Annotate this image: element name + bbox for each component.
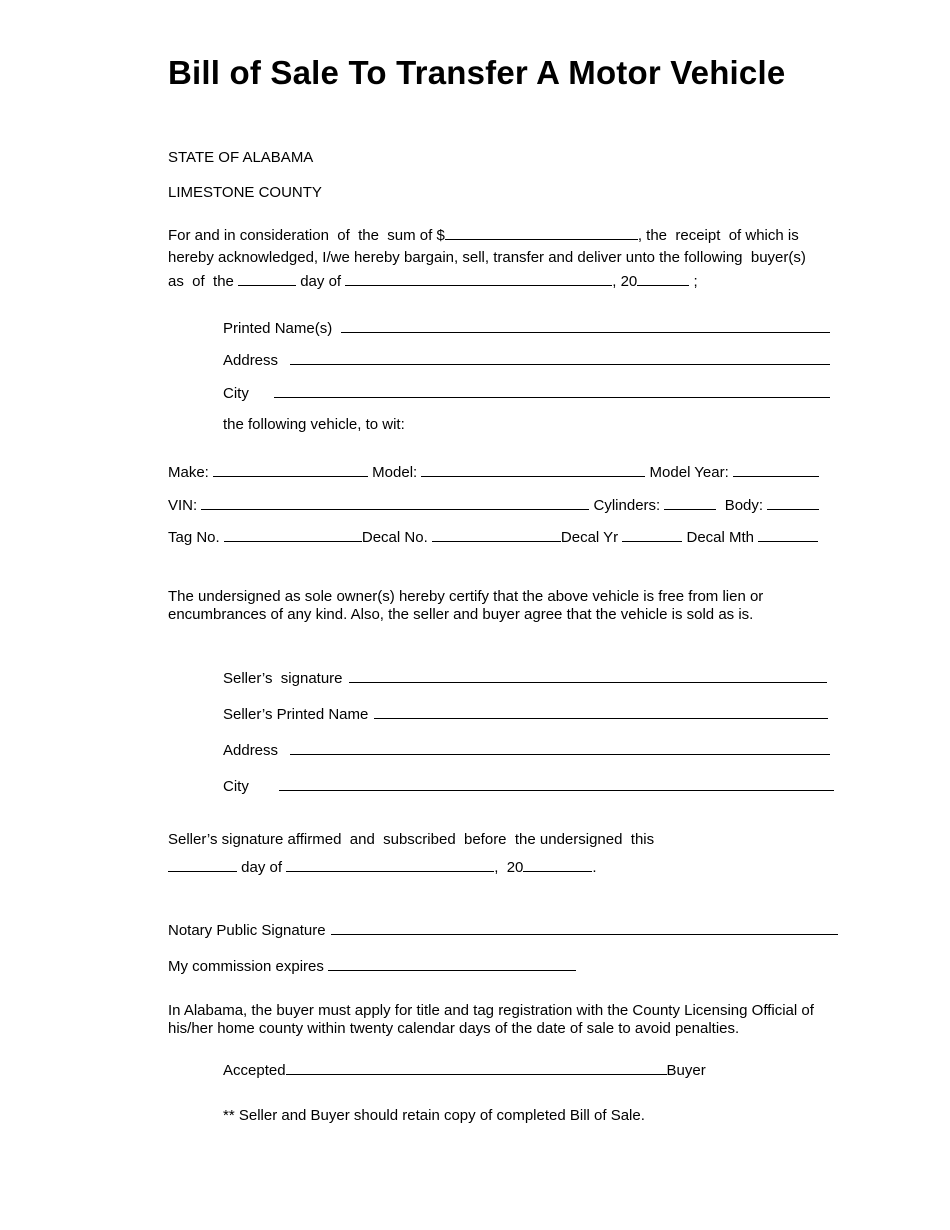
notary-signature-field[interactable]	[331, 921, 838, 935]
sale-day-field[interactable]	[238, 272, 296, 286]
body-field[interactable]	[767, 496, 819, 510]
decal-yr-field[interactable]	[622, 528, 682, 542]
buyer-city-row: City	[223, 384, 830, 403]
commission-row: My commission expires	[168, 957, 576, 976]
affirmed-day-field[interactable]	[168, 858, 237, 872]
seller-signature-row: Seller’s signature	[223, 669, 827, 688]
affirmed-year-field[interactable]	[523, 858, 592, 872]
commission-expires-field[interactable]	[328, 957, 576, 971]
seller-city-row: City	[223, 777, 834, 796]
registration-notice: In Alabama, the buyer must apply for title and tag registration with the County Licensing Official of his/her home county within twenty calendar days of the date of sale to avoid penalties.	[168, 1002, 814, 1037]
consideration-line-2: hereby acknowledged, I/we hereby bargain, sell, transfer and deliver unto the following buyer(s)	[168, 249, 806, 266]
consideration-line-3: as of the day of , 20 ;	[168, 273, 698, 290]
affirmed-month-field[interactable]	[286, 858, 494, 872]
decal-no-field[interactable]	[432, 528, 561, 542]
notary-signature-row: Notary Public Signature	[168, 921, 838, 940]
seller-city-field[interactable]	[279, 777, 834, 791]
vehicle-make-row: Make: Model: Model Year:	[168, 463, 819, 482]
accepted-row: Accepted Buyer	[223, 1062, 706, 1079]
state-heading: STATE OF ALABAMA	[168, 149, 314, 166]
affirmed-line-2: day of , 20 .	[168, 858, 597, 877]
seller-printed-name-row: Seller’s Printed Name	[223, 705, 828, 724]
buyer-printed-name-row: Printed Name(s)	[223, 319, 830, 338]
tag-no-field[interactable]	[224, 528, 362, 542]
seller-printed-name-field[interactable]	[374, 705, 828, 719]
buyer-city-field[interactable]	[274, 384, 830, 398]
certify-paragraph: The undersigned as sole owner(s) hereby certify that the above vehicle is free from lien or encumbrances of any kind. Also, the seller and buyer agree that the vehicle is sold as is.	[168, 588, 764, 623]
accepted-buyer-field[interactable]	[286, 1061, 667, 1075]
vehicle-tag-row: Tag No. Decal No. Decal Yr Decal Mth	[168, 528, 818, 547]
buyer-printed-name-field[interactable]	[341, 319, 830, 333]
buyer-address-field[interactable]	[290, 351, 830, 365]
cylinders-field[interactable]	[664, 496, 716, 510]
retain-copy-footnote: ** Seller and Buyer should retain copy of completed Bill of Sale.	[223, 1107, 645, 1124]
buyer-address-row: Address	[223, 351, 830, 370]
make-field[interactable]	[213, 463, 368, 477]
sum-amount-field[interactable]	[445, 226, 638, 240]
seller-signature-field[interactable]	[349, 669, 827, 683]
vehicle-vin-row: VIN: Cylinders: Body:	[168, 496, 819, 515]
vin-field[interactable]	[201, 496, 589, 510]
seller-address-field[interactable]	[290, 741, 830, 755]
model-field[interactable]	[421, 463, 645, 477]
document-title: Bill of Sale To Transfer A Motor Vehicle	[168, 54, 786, 91]
decal-mth-field[interactable]	[758, 528, 818, 542]
model-year-field[interactable]	[733, 463, 819, 477]
seller-address-row: Address	[223, 741, 830, 760]
sale-year-field[interactable]	[637, 272, 689, 286]
affirmed-line-1: Seller’s signature affirmed and subscribed before the undersigned this	[168, 831, 655, 848]
sale-month-field[interactable]	[345, 272, 612, 286]
county-heading: LIMESTONE COUNTY	[168, 184, 322, 201]
vehicle-intro: the following vehicle, to wit:	[223, 416, 405, 433]
consideration-line-1: For and in consideration of the sum of $ , the receipt of which is	[168, 227, 799, 244]
